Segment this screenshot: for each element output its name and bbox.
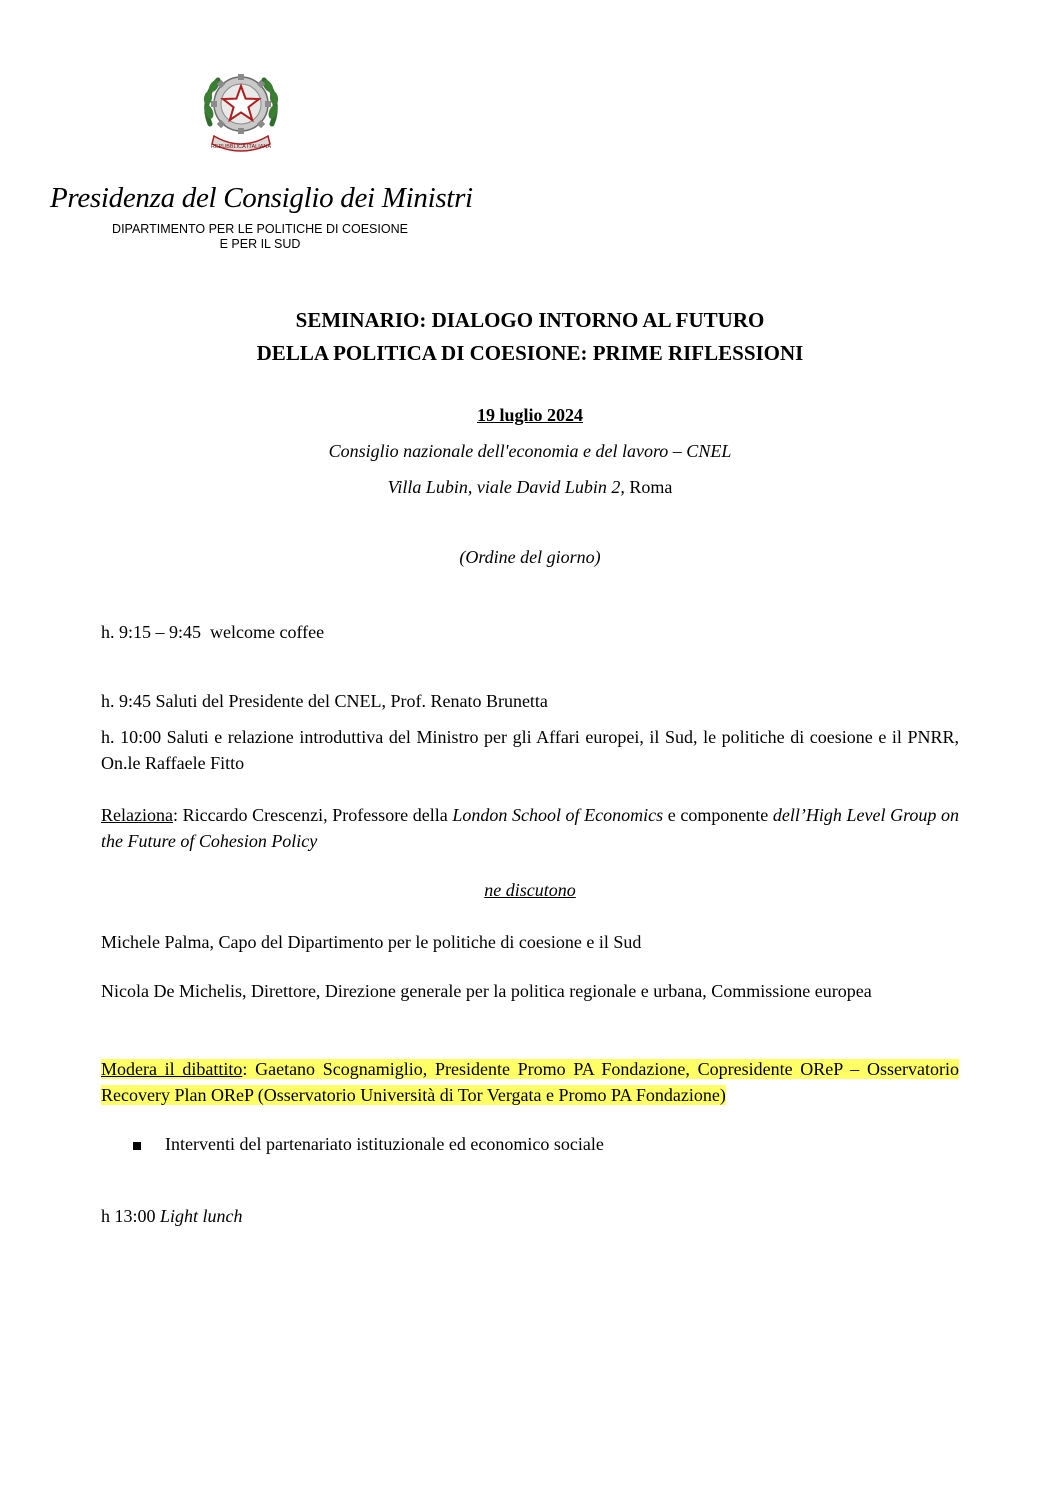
title-line-2: DELLA POLITICA DI COESIONE: PRIME RIFLESSIONI — [256, 341, 804, 365]
discussion-label: ne discutono — [484, 880, 576, 900]
agenda-moderator — [101, 1056, 959, 1108]
moderator-text: : Gaetano Scognamiglio, Presidente Promo PA Fondazione, Copresidente OReP – Osservatorio Recovery Plan OReP (Osservatorio Università di Tor Vergata e Promo PA Fondazione) — [101, 1059, 959, 1105]
event-date: 19 luglio 2024 — [476, 405, 583, 425]
speaker-palma: Michele Palma, Capo del Dipartimento per le politiche di coesione e il Sud — [101, 932, 642, 952]
report-text-2: e componente — [663, 805, 773, 825]
agenda-interventions: Interventi del partenariato istituzionale ed economico sociale — [165, 1134, 604, 1154]
department-line-1: DIPARTIMENTO PER LE POLITICHE DI COESIONE — [112, 222, 408, 236]
event-address — [100, 477, 960, 498]
report-text-1: : Riccardo Crescenzi, Professore della — [172, 805, 453, 825]
agenda-report — [101, 802, 959, 854]
title-line-1: SEMINARIO: DIALOGO INTORNO AL FUTURO — [295, 308, 765, 332]
emblem-ribbon-text: REPUBBLICA ITALIANA — [210, 144, 272, 150]
report-label: Relaziona — [101, 805, 173, 825]
report-lse: London School of Economics — [452, 805, 664, 825]
report-hlg: dell’High Level Group on the Future of Cohesion Policy — [101, 805, 959, 851]
bullet-square-icon — [133, 1142, 141, 1150]
agenda-intro: h. 10:00 Saluti e relazione introduttiva del Ministro per gli Affari europei, il Sud, le politiche di coesione e il PNRR, On.le Raffaele Fitto — [101, 727, 959, 773]
speaker-de-michelis: Nicola De Michelis, Direttore, Direzione generale per la politica regionale e urbana, Commissione europea — [101, 981, 872, 1001]
institution-name: Presidenza del Consiglio dei Ministri — [50, 182, 473, 214]
event-address-street: Villa Lubin, viale David Lubin 2, — [387, 477, 625, 497]
event-address-city: Roma — [629, 477, 673, 497]
department-line-2: E PER IL SUD — [219, 237, 301, 251]
lunch-label: Light lunch — [160, 1206, 243, 1226]
agenda-greetings: h. 9:45 Saluti del Presidente del CNEL, Prof. Renato Brunetta — [101, 691, 548, 711]
agenda-lunch — [101, 1203, 959, 1229]
moderator-label: Modera il dibattito — [101, 1059, 243, 1079]
agenda-coffee: h. 9:15 – 9:45 welcome coffee — [101, 622, 325, 642]
italian-republic-emblem-icon — [200, 62, 282, 158]
agenda-label: (Ordine del giorno) — [459, 547, 601, 567]
lunch-time: h 13:00 — [101, 1206, 161, 1226]
department-name — [70, 222, 450, 252]
event-venue: Consiglio nazionale dell'economia e del lavoro – CNEL — [328, 441, 732, 461]
